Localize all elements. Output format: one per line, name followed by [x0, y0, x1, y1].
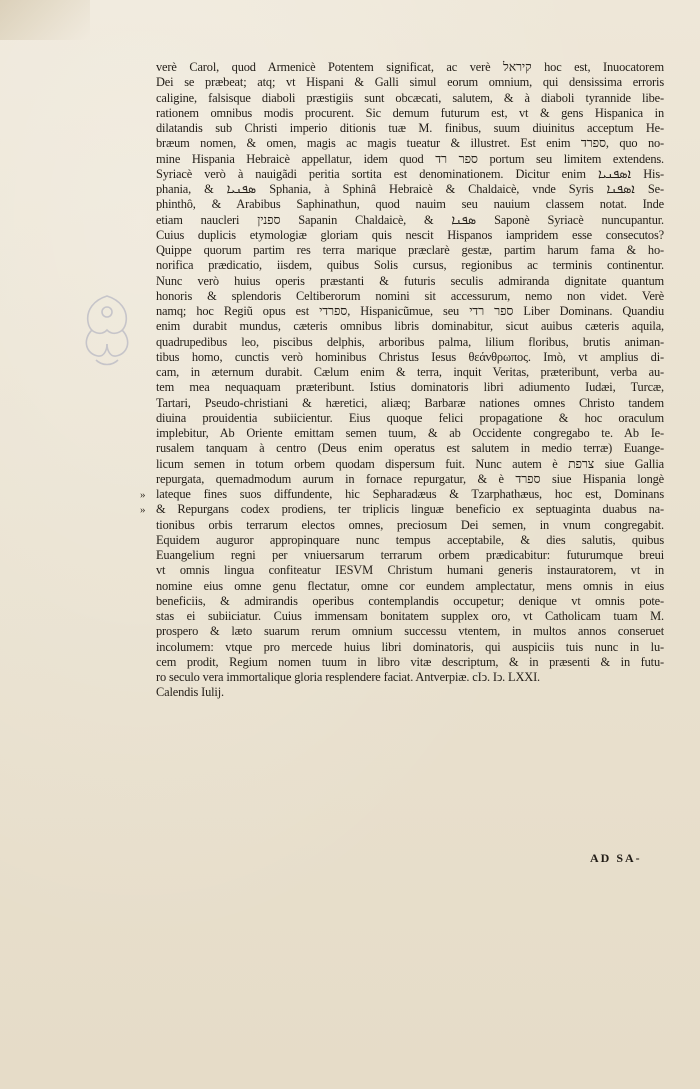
text-line: vt omnis lingua confiteatur IESVM Christum humani generis instauratorem, vt in: [156, 563, 664, 578]
text-line: cem prodit, Regium nomen tuum in libro vitæ descriptum, & in præsenti & in futu-: [156, 654, 664, 669]
text-line: mine Hispania Hebraicè appellatur, idem quod ספר רד portum seu limitem extendens.: [156, 151, 664, 166]
text-line: Dei se præbeat; atq; vt Hispani & Galli simul eorum omnium, qui densissima erroris: [156, 75, 664, 90]
text-line: tionibus orbis terrarum electos omnes, preciosum Dei semen, in vnum congregabit.: [156, 517, 664, 532]
text-line: namq; hoc Regiũ opus est ספרדי, Hispanicũmue, seu ספר רדי Liber Dominans. Quandiu: [156, 304, 664, 318]
text-line: prospero & læto suarum rerum omnium successu vtentem, in multos annos conseruet: [156, 624, 664, 639]
text-line: Euangelium regni per vniuersarum terrarum orbem prædicabitur: futurumque breui: [156, 548, 664, 562]
text-line: Quippe quorum partim res terra marique præclarè gestæ, partim harum fama & ho-: [156, 243, 664, 257]
margin-quote-mark: »: [140, 489, 146, 501]
text-line: rationem omnibus modis procurent. Sic demum futurum est, vt & gens Hispanica in: [156, 105, 664, 120]
text-line: Cuius duplicis etymologiæ gloriam quis nescit Hispanos iampridem esse consecutos?: [156, 227, 664, 242]
text-line: tem mea nequaquam præteribunt. Istius dominatoris libri adiumento Iudæi, Turcæ,: [156, 380, 664, 395]
text-line: stas ei subiiciatur. Cuius immensam bonitatem supplex oro, vt Catholicam tuam M.: [156, 609, 664, 623]
text-line: enim durabit mundus, cæteris omnibus libris dominabitur, sicut auibus cæteris aquila,: [156, 319, 664, 334]
text-line: phania, & ܣܦܢܝܐ Sphania, à Sphinâ Hebraicè & Chaldaicè, vnde Syris ܐܣܦܢܐ Se-: [156, 182, 664, 196]
text-line: Nunc verò huius operis præstanti & futuris seculis admiranda dignitate quantum: [156, 273, 664, 288]
text-line: Equidem auguror appropinquare nunc tempus acceptabile, & dies salutis, quibus: [156, 532, 664, 547]
text-line: honoris & splendoris Celtiberorum nomini sit accessurum, nemo non videt. Verè: [156, 288, 664, 303]
text-line: beneficiis, & admirandis operibus contemplandis occupetur; denique vt omnis pote-: [156, 593, 664, 608]
text-line: Tartari, Pseudo-christiani & hæretici, aliæq; Barbaræ nationes omnes Christo tandem: [156, 395, 664, 410]
text-line: phinthô, & Arabibus Saphinathun, quod nauim seu nauium classem notat. Inde: [156, 197, 664, 212]
text-line: quadrupedibus leo, piscibus delphis, arboribus palma, lilium floribus, brutis animan-: [156, 334, 664, 349]
text-line: lateque fines suos diffundente, hic Sepharadæus & Tzarphathæus, hoc est, Dominans: [156, 487, 664, 501]
text-line: Calendis Iulij.: [156, 685, 224, 700]
margin-quote-mark: »: [140, 504, 146, 516]
text-line: repurgata, quemadmodum aurum in fornace repurgatur, & è ספרד siue Hispania longè: [156, 471, 664, 486]
text-line: cam, in æternum durabit. Cælum enim & terra, inquit Veritas, præteribunt, verba au-: [156, 365, 664, 379]
text-line: norifica prædicatio, iisdem, quibus Solis cursus, regionibus ac terminis continentur.: [156, 258, 664, 273]
text-line: caligine, falsisque diaboli præstigiis sunt obcæcati, salutem, & à diaboli tyrannide libe-: [156, 90, 664, 105]
text-line: licum semen in totum orbem quodam dispersum fuit. Nunc autem è צרפת siue Gallia: [156, 456, 664, 471]
text-line: & Repurgans codex prodiens, ter triplicis linguæ beneficio ex septuaginta duabus na-: [156, 502, 664, 517]
corner-stain: [0, 0, 90, 40]
watermark-emblem: [72, 290, 142, 370]
text-line: Syriacè verò à nauigãdi peritia sortita est denominationem. Dicitur enim ܐܣܦܢܝܐ His-: [156, 166, 664, 181]
text-line: dilatandis sub Christi imperio ditionis tuæ M. finibus, suum diuinitus acceptum He-: [156, 121, 664, 135]
text-line: ro seculo vera immortalique gloria resplendere faciat. Antverpiæ. cIↄ. Iↄ. LXXI.: [156, 670, 540, 684]
text-line: diuina prouidentia subiicientur. Eius quoque felici propagatione & hoc oraculum: [156, 410, 664, 425]
catchword: AD SA-: [590, 851, 642, 865]
text-line: nomine eius omne genu flectatur, omne cor eundem amplectatur, mens omnis in eius: [156, 578, 664, 593]
text-line: rusalem tanquam à centro (Deus enim operatus est salutem in medio terræ) Euange-: [156, 441, 664, 456]
text-line: verè Carol, quod Armenicè Potentem significat, ac verè קיראל hoc est, Inuocatorem: [156, 60, 664, 74]
text-line: tibus homo, cunctis verò hominibus Christus Iesus θεάνθρωπος. Imò, vt amplius di-: [156, 349, 664, 364]
text-line: incolumem: vtque pro mercede huius libri dominatoris, qui auspiciis tuis nunc in lu-: [156, 639, 664, 654]
text-line: etiam naucleri ספנין Sapanin Chaldaicè, & ܣܦܢܐ Saponè Syriacè nuncupantur.: [156, 212, 664, 227]
text-line: implebitur, Ab Oriente emittam semen tuum, & ab Occidente congregabo te. Ab Ie-: [156, 426, 664, 440]
body-text: [156, 60, 664, 701]
text-line: bræum nomen, & omen, magis ac magis tueatur & illustret. Est enim ספרד, quo no-: [156, 136, 664, 151]
